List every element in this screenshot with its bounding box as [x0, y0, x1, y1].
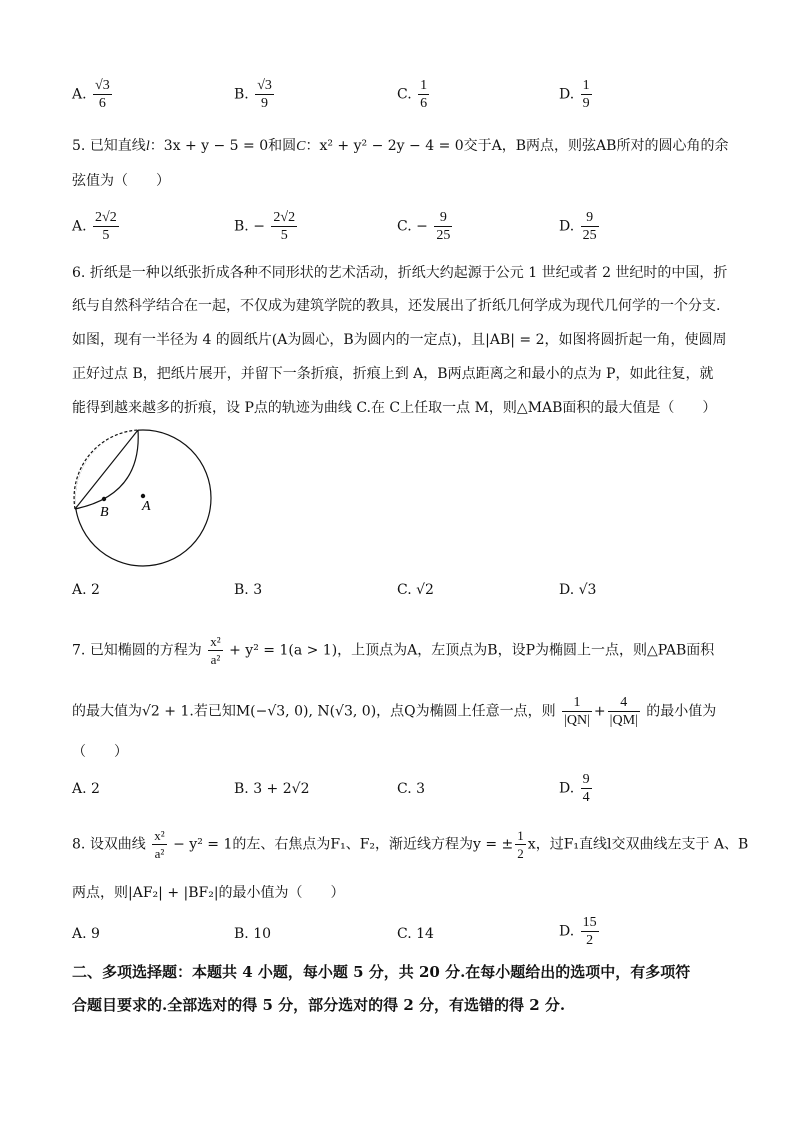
- q5-option-b: B. − $\frac{2√2}{5}$: [234, 210, 296, 243]
- q4-option-d: D. $\frac{1}{9}$: [559, 78, 590, 111]
- q8-line-2: 两点，则|AF₂| + |BF₂|的最小值为（ ）: [72, 885, 345, 901]
- q7-line-1: 7. 已知椭圆的方程为 $\frac{\text{x²}}{\text{a²}}$ + y² = 1(a > 1)，上顶点为A，左顶点为B，设P为椭圆上一点，则△PAB面积: [72, 634, 715, 667]
- q6-option-a: A. 2: [72, 582, 100, 598]
- q6-line-4: 正好过点 B，把纸片展开，并留下一条折痕，折痕上到 A，B两点距离之和最小的点为 P，如此往复，就: [72, 366, 714, 382]
- q5-line-2: 弦值为（ ）: [72, 173, 170, 189]
- q7-option-b: B. 3 + 2√2: [234, 781, 310, 797]
- label-a: A: [142, 499, 151, 514]
- q7-option-d: D. $\frac{9}{4}$: [559, 772, 590, 805]
- q4-option-b: B. $\frac{√3}{9}$: [234, 78, 272, 111]
- q6-line-1: 6. 折纸是一种以纸张折成各种不同形状的艺术活动，折纸大约起源于公元 1 世纪或者 2 世纪时的中国，折: [72, 265, 728, 281]
- q5-line-1: 5. 已知直线l：3x + y − 5 = 0和圆C：x² + y² − 2y − 4 = 0交于A，B两点，则弦AB所对的圆心角的余: [72, 138, 729, 154]
- label-b: B: [100, 505, 109, 520]
- q6-option-d: D. √3: [559, 582, 597, 598]
- q6-line-3: 如图，现有一半径为 4 的圆纸片(A为圆心，B为圆内的一定点)，且|AB| = 2，如图将圆折起一角，使圆周: [72, 332, 727, 348]
- q4-option-a: A. $\frac{√3}{6}$: [72, 78, 110, 111]
- section-2-line-1: 二、多项选择题：本题共 4 小题，每小题 5 分，共 20 分.在每小题给出的选项中，有多项符: [72, 963, 691, 981]
- q8-option-a: A. 9: [72, 926, 100, 942]
- q7-option-a: A. 2: [72, 781, 100, 797]
- q6-option-b: B. 3: [234, 582, 263, 598]
- q5-option-c: C. − $\frac{9}{25}$: [397, 210, 451, 243]
- q8-option-d: D. $\frac{15}{2}$: [559, 915, 597, 948]
- q6-line-5: 能得到越来越多的折痕，设 P点的轨迹为曲线 C.在 C上任取一点 M，则△MAB面积的最大值是（ ）: [72, 400, 717, 416]
- q7-line-2: 的最大值为√2 + 1.若已知M(−√3, 0), N(√3, 0)，点Q为椭圆上任意一点，则 $\frac{1}{|QN|}$ + $\frac{4}{|QM|}$ 的最小值为: [72, 695, 717, 728]
- q6-option-c: C. √2: [397, 582, 434, 598]
- q7-line-3: （ ）: [72, 744, 128, 760]
- q5-option-d: D. $\frac{9}{25}$: [559, 210, 597, 243]
- point-a: [141, 494, 145, 498]
- q8-option-b: B. 10: [234, 926, 272, 942]
- section-2-line-2: 合题目要求的.全部选对的得 5 分，部分选对的得 2 分，有选错的得 2 分.: [72, 996, 566, 1014]
- q6-circle-figure: [70, 425, 215, 570]
- q5-option-a: A. $\frac{2√2}{5}$: [72, 210, 117, 243]
- q8-line-1: 8. 设双曲线 $\frac{\text{x²}}{\text{a²}}$ − y² = 1的左、右焦点为F₁、F₂，渐近线方程为y = ± $\frac{1}{2}$ x，过F₁直线l交双曲线左支于 A、B: [72, 828, 749, 861]
- q7-option-c: C. 3: [397, 781, 426, 797]
- q4-option-c: C. $\frac{1}{6}$: [397, 78, 428, 111]
- q6-line-2: 纸与自然科学结合在一起，不仅成为建筑学院的教具，还发展出了折纸几何学成为现代几何学的一个分支.: [72, 298, 721, 314]
- point-b: [102, 497, 106, 501]
- q8-option-c: C. 14: [397, 926, 434, 942]
